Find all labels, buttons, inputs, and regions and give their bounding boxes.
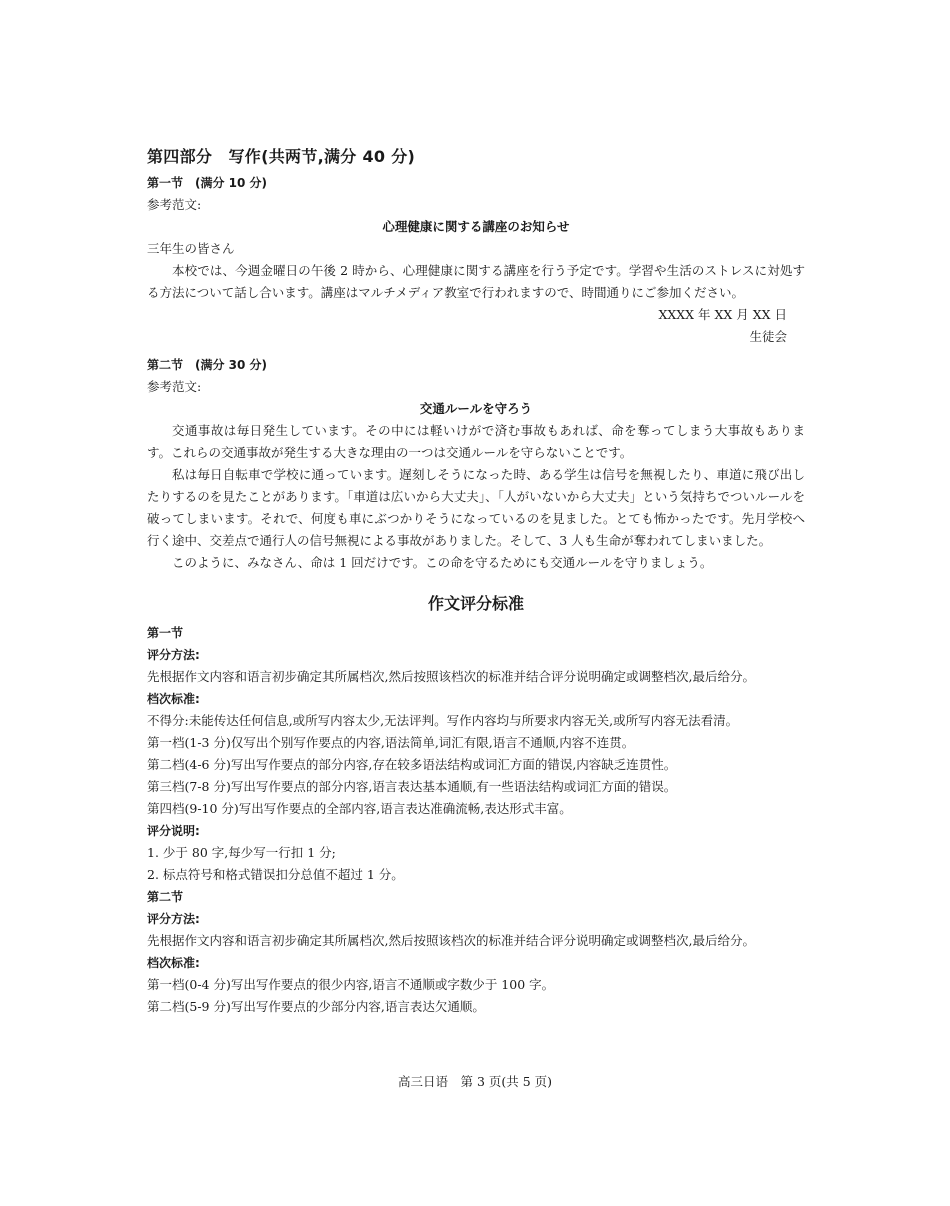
section2-paragraph: このように、みなさん、命は 1 回だけです。この命を守るためにも交通ルールを守りましょう。 [172, 555, 713, 570]
criteria-s1-method: 先根据作文内容和语言初步确定其所属档次,然后按照该档次的标准并结合评分说明确定或调整档次,最后给分。 [147, 669, 755, 684]
criteria-s1-level: 第二档(4-6 分)写出写作要点的部分内容,存在较多语法结构或词汇方面的错误,内容缺乏连贯性。 [147, 757, 677, 772]
section2-essay-title: 交通ルールを守ろう [419, 401, 533, 416]
criteria-s2-method-label: 评分方法: [147, 912, 200, 926]
criteria-s1-notes-label: 评分说明: [147, 824, 200, 838]
criteria-s1-method-label: 评分方法: [147, 648, 200, 662]
section1-date: XXXX 年 XX 月 XX 日 [658, 307, 787, 322]
section1-heading: 第一节 (满分 10 分) [147, 176, 268, 190]
criteria-s2-level: 第一档(0-4 分)写出写作要点的很少内容,语言不通顺或字数少于 100 字。 [147, 977, 555, 992]
page-footer: 高三日语 第 3 页(共 5 页) [397, 1074, 553, 1089]
section2-heading: 第二节 (满分 30 分) [147, 358, 268, 372]
section1-signature: 生徒会 [749, 329, 787, 344]
criteria-s1-level: 第一档(1-3 分)仅写出个别写作要点的内容,语法简单,词汇有限,语言不通顺,内容不连贯。 [147, 735, 635, 750]
section1-greeting: 三年生の皆さん [147, 241, 235, 256]
criteria-s1-level: 不得分:未能传达任何信息,或所写内容太少,无法评判。写作内容均与所要求内容无关,或所写内容无法看清。 [147, 713, 739, 728]
criteria-s1-heading: 第一节 [147, 626, 184, 640]
page-content [147, 146, 805, 1018]
criteria-s2-heading: 第二节 [147, 890, 184, 904]
section2-paragraph: 私は毎日自転車で学校に通っています。遅刻しそうになった時、ある学生は信号を無視したり、車道に飛び出したりするのを見たことがあります。「車道は広いから大丈夫」、「人がいないから大丈夫」という気持ちでついルールを破ってしまいます。それで、何度も車にぶつかりそうになっているのを見ました。とても怖かったです。先月学校へ行く途中、交差点で通行人の信号無視による事故がありました。そして、3 人も生命が奪われてしまいました。 [147, 467, 805, 548]
section2-sample-label: 参考范文: [147, 379, 202, 394]
criteria-title: 作文评分标准 [427, 594, 524, 613]
criteria-s1-note: 1. 少于 80 字,每少写一行扣 1 分; [147, 845, 336, 860]
criteria-s2-method: 先根据作文内容和语言初步确定其所属档次,然后按照该档次的标准并结合评分说明确定或调整档次,最后给分。 [147, 933, 755, 948]
section2-paragraph: 交通事故は毎日発生しています。その中には軽いけがで済む事故もあれば、命を奪ってしまう大事故もあります。これらの交通事故が発生する大きな理由の一つは交通ルールを守らないことです。 [147, 423, 805, 460]
section1-body: 本校では、今週金曜日の午後 2 時から、心理健康に関する講座を行う予定です。学習や生活のストレスに対処する方法について話し合います。講座はマルチメディア教室で行われますので、時間通りにご参加ください。 [147, 263, 805, 300]
section1-essay-title: 心理健康に関する講座のお知らせ [382, 219, 570, 234]
part-title: 第四部分 写作(共两节,满分 40 分) [147, 147, 416, 166]
criteria-s1-levels-label: 档次标准: [147, 692, 200, 706]
section1-sample-label: 参考范文: [147, 197, 202, 212]
criteria-s1-level: 第四档(9-10 分)写出写作要点的全部内容,语言表达准确流畅,表达形式丰富。 [147, 801, 572, 816]
criteria-s1-note: 2. 标点符号和格式错误扣分总值不超过 1 分。 [147, 867, 404, 882]
criteria-s2-levels-label: 档次标准: [147, 956, 200, 970]
criteria-s2-level: 第二档(5-9 分)写出写作要点的少部分内容,语言表达欠通顺。 [147, 999, 485, 1014]
criteria-s1-level: 第三档(7-8 分)写出写作要点的部分内容,语言表达基本通顺,有一些语法结构或词汇方面的错误。 [147, 779, 677, 794]
